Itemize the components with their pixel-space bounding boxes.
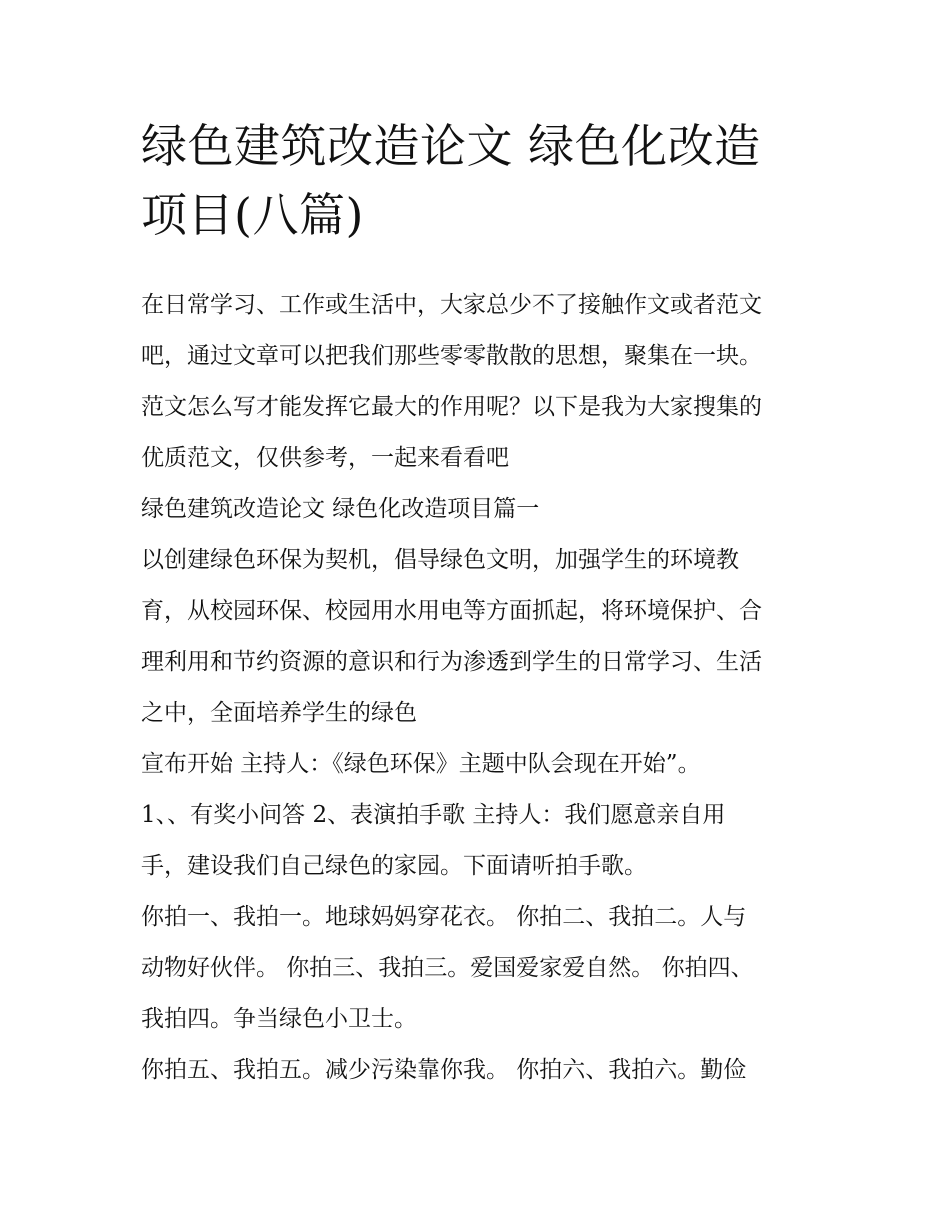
text-line: 以创建绿色环保为契机，倡导绿色文明，加强学生的环境教 [141,547,739,573]
text-line: 手，建设我们自己绿色的家园。下面请听拍手歌。 [141,853,647,879]
body-paragraph [141,892,831,1045]
body-paragraph [141,535,831,739]
text-line: 宣布开始 主持人：《绿色环保》主题中队会现在开始”。 [141,751,701,777]
document-title [141,112,821,250]
title-line-1: 绿色建筑改造论文 绿色化改造 [141,119,761,173]
body-paragraph [141,790,831,892]
intro-paragraph [141,280,831,484]
text-line: 吧，通过文章可以把我们那些零零散散的思想，聚集在一块。 [141,343,762,369]
section-heading [141,484,831,535]
text-line: 你拍五、我拍五。减少污染靠你我。 你拍六、我拍六。勤俭 [141,1057,747,1083]
text-line: 范文怎么写才能发挥它最大的作用呢？以下是我为大家搜集的 [141,394,762,420]
text-line: 绿色建筑改造论文 绿色化改造项目篇一 [141,496,540,522]
title-line-2: 项目(八篇) [141,188,364,242]
text-line: 动物好伙伴。 你拍三、我拍三。爱国爱家爱自然。 你拍四、 [141,955,754,981]
text-line: 你拍一、我拍一。地球妈妈穿花衣。 你拍二、我拍二。人与 [141,904,747,930]
body-paragraph [141,739,831,790]
document-body [141,280,831,1096]
body-paragraph [141,1045,831,1096]
text-line: 育，从校园环保、校园用水用电等方面抓起，将环境保护、合 [141,598,762,624]
text-line: 理利用和节约资源的意识和行为渗透到学生的日常学习、生活 [141,649,762,675]
text-line: 优质范文，仅供参考，一起来看看吧 [141,445,509,471]
text-line: 之中，全面培养学生的绿色 [141,700,417,726]
text-line: 在日常学习、工作或生活中，大家总少不了接触作文或者范文 [141,292,762,318]
text-line: 我拍四。争当绿色小卫士。 [141,1006,417,1032]
text-line: 1、、有奖小问答 2、表演拍手歌 主持人：我们愿意亲自用 [141,802,726,828]
